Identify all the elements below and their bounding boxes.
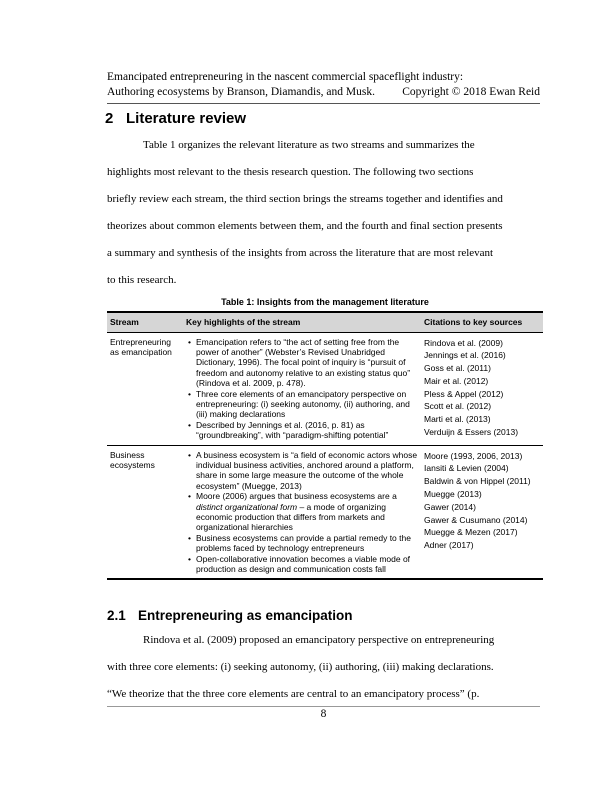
bullet-item: • Emancipation refers to “the act of setting free from the power of another” (Webster’s Revised Unabridged Dictionary, 1996). The focal point of inquiry is “pursuit of freedom and autonomy relative to an existing status quo” (Rindova et al. 2009, p. 478). (186, 337, 418, 389)
table-row-ecosystems (107, 446, 543, 579)
paragraph-line: theorizes about common elements between them, and the fourth and final section presents (107, 220, 503, 232)
heading-number: 2.1 (107, 608, 126, 623)
citations-cell (421, 446, 543, 579)
paragraph-line: Rindova et al. (2009) proposed an emancipatory perspective on entrepreneuring (143, 634, 495, 646)
paragraph-line: with three core elements: (i) seeking autonomy, (ii) authoring, (iii) making declarations. (107, 661, 494, 673)
intro-paragraph (107, 132, 543, 294)
citation-line: Gawer & Cusumano (2014) (424, 514, 528, 525)
bullet-item: • Business ecosystems can provide a partial remedy to the problems faced by technology entrepreneurs (186, 533, 418, 554)
bullet-item: • A business ecosystem is “a field of economic actors whose individual business activities, anchored around a platform, share in some large measure the outcome of the whole ecosystem” (Muegge, 2013) (186, 450, 418, 492)
bullet-item (186, 491, 418, 533)
running-header (107, 70, 540, 100)
body-paragraph (107, 627, 543, 708)
citation-line: Gawer (2014) (424, 501, 476, 512)
header-title-line: Emancipated entrepreneuring in the nascent commercial spaceflight industry: (107, 71, 464, 83)
footer-rule (107, 706, 540, 707)
citation-line: Iansiti & Levien (2004) (424, 463, 509, 474)
bullet-text: Moore (2006) argues that business ecosystems are a (196, 491, 397, 502)
header-copyright: Copyright © 2018 Ewan Reid (402, 86, 540, 98)
citation-line: Rindova et al. (2009) (424, 337, 503, 348)
bullet-item: • Three core elements of an emancipatory perspective on entrepreneuring: (i) seeking autonomy, (ii) authoring, and (iii) making declarations (186, 389, 418, 420)
table-header-row (107, 313, 543, 333)
paragraph-line: highlights most relevant to the thesis research question. The following two sections (107, 166, 474, 178)
citation-line: Muegge (2013) (424, 488, 482, 499)
header-rule (107, 103, 540, 104)
bullet-item: • Described by Jennings et al. (2016, p. 81) as “groundbreaking”, with “paradigm-shifting potential” (186, 420, 418, 441)
paragraph-line: a summary and synthesis of the insights from across the literature that are most relevant (107, 247, 494, 259)
highlight-list (186, 450, 418, 575)
citation-line: Goss et al. (2011) (424, 363, 491, 374)
citation-line: Baldwin & von Hippel (2011) (424, 476, 531, 487)
column-header-highlights: Key highlights of the stream (186, 317, 301, 327)
highlights-cell (183, 446, 421, 579)
paragraph-line: briefly review each stream, the third section brings the streams together and identifies and (107, 193, 503, 205)
bullet-text: – a mode of organizing economic production that differs from markets and organizational hierarchies (196, 501, 386, 533)
citation-line: Jennings et al. (2016) (424, 350, 506, 361)
paragraph-line: to this research. (107, 274, 177, 286)
citation-line: Verduijn & Essers (2013) (424, 427, 519, 438)
table-caption: Table 1: Insights from the management literature (221, 297, 429, 307)
heading-text: Entrepreneuring as emancipation (138, 608, 353, 623)
italic-phrase: distinct organizational form (196, 501, 298, 512)
heading-number: 2 (105, 110, 114, 127)
citations-cell (421, 333, 543, 445)
citation-line: Scott et al. (2012) (424, 401, 492, 412)
paragraph-line: Table 1 organizes the relevant literature as two streams and summarizes the (143, 139, 475, 151)
citation-line: Muegge & Mezen (2017) (424, 527, 518, 538)
stream-cell: Business ecosystems (110, 449, 155, 471)
column-header-citations: Citations to key sources (424, 317, 523, 327)
citation-line: Marti et al. (2013) (424, 414, 491, 425)
heading-text: Literature review (126, 110, 247, 127)
citation-line: Adner (2017) (424, 540, 474, 551)
citation-line: Mair et al. (2012) (424, 375, 489, 386)
bullet-item: • Open-collaborative innovation becomes a viable mode of production as design and communication costs fall (186, 554, 418, 575)
section-heading-2 (105, 110, 246, 127)
stream-cell: Entrepreneuring as emancipation (110, 336, 172, 357)
header-subtitle: Authoring ecosystems by Branson, Diamandis, and Musk. (107, 86, 375, 98)
paragraph-line: “We theorize that the three core elements are central to an emancipatory process” (p. (107, 688, 480, 700)
table-row-emancipation (107, 333, 543, 446)
literature-table (107, 311, 543, 580)
section-heading-2-1 (107, 608, 353, 623)
page-number: 8 (320, 708, 327, 720)
column-header-stream: Stream (110, 317, 139, 327)
citation-line: Pless & Appel (2012) (424, 388, 504, 399)
citation-line: Moore (1993, 2006, 2013) (424, 450, 523, 461)
header-second-line (107, 85, 540, 100)
highlight-list (186, 337, 418, 441)
highlights-cell (183, 333, 421, 445)
